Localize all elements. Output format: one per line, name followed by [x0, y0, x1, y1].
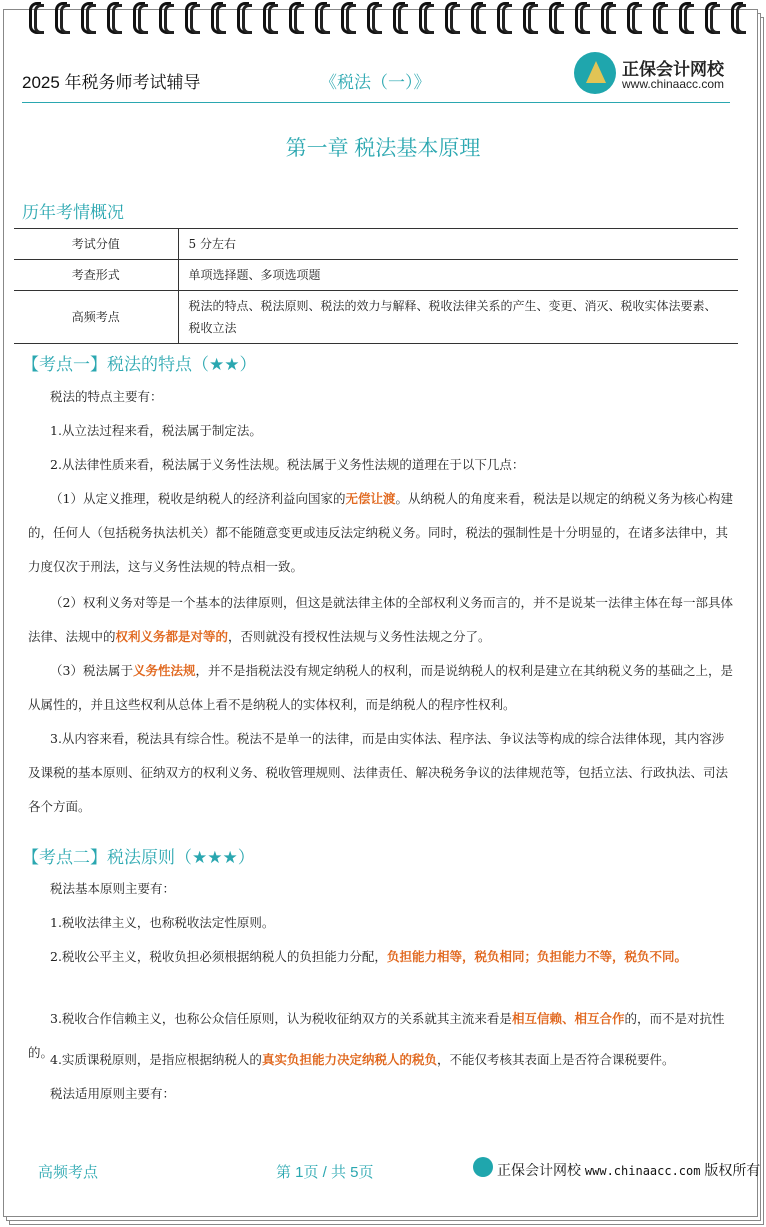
paragraph	[28, 1043, 734, 1077]
paragraph	[28, 586, 734, 654]
text: 2.税收公平主义，税收负担必须根据纳税人的负担能力分配，	[50, 949, 387, 964]
binding-ring	[286, 0, 312, 32]
paragraph: 1.从立法过程来看，税法属于制定法。	[50, 423, 262, 438]
binding-ring	[156, 0, 182, 32]
binding-ring	[702, 0, 728, 32]
paragraph	[28, 654, 734, 722]
binding-ring	[728, 0, 754, 32]
paragraph: 税法的特点主要有：	[50, 389, 163, 404]
binding-ring	[234, 0, 260, 32]
binding-ring	[104, 0, 130, 32]
header-book: 《税法（一）》	[320, 73, 431, 92]
paragraph: 3.从内容来看，税法具有综合性。税法不是单一的法律，而是由实体法、程序法、争议法等构成的综合法律体现，其内容涉及课税的基本原则、征纳双方的权利义务、税收管理规则、法律责任、解决税务争议的法律规范等，包括立法、行政执法、司法各个方面。	[28, 731, 729, 814]
text: 3.税收合作信赖主义，也称公众信任原则，认为税收征纳双方的关系就其主流来看是	[50, 1011, 512, 1026]
paragraph: 1.税收法律主义，也称税收法定性原则。	[50, 915, 275, 930]
binding-ring	[260, 0, 286, 32]
footer-section: 高频考点	[38, 1164, 99, 1181]
page-number: 第 1页 / 共 5页	[276, 1164, 374, 1181]
spiral-binding	[26, 0, 754, 32]
binding-ring	[338, 0, 364, 32]
row-value: 5 分左右	[178, 229, 738, 260]
binding-ring	[650, 0, 676, 32]
text: 的，而不是对抗性的。	[28, 1011, 725, 1060]
table-row	[14, 229, 738, 260]
text: （2）权利义务对等是一个基本的法律原则，但这是就法律主体的全部权利义务而言的，并不是说某一法律主体在每一部具体法律、法规中的	[28, 595, 733, 644]
paragraph: 税法适用原则主要有：	[50, 1086, 176, 1101]
highlight: 负担能力相等，税负相同；负担能力不等，税负不同。	[386, 949, 687, 964]
table-row	[14, 291, 738, 344]
paragraph	[28, 940, 734, 974]
row-value: 税法的特点、税法原则、税法的效力与解释、税收法律关系的产生、变更、消灭、税收实体法要素、税收立法	[178, 291, 738, 344]
binding-ring	[546, 0, 572, 32]
logo-name: 正保会计网校	[622, 60, 724, 79]
text: ，并不是指税法没有规定纳税人的权利，而是说纳税人的权利是建立在其纳税义务的基础之上，是从属性的，并且这些权利从总体上看不是纳税人的实体权利，而是纳税人的程序性权利。	[28, 663, 733, 712]
binding-ring	[52, 0, 78, 32]
text: （3）税法属于	[50, 663, 133, 678]
highlight: 权利义务都是对等的	[115, 629, 229, 644]
binding-ring	[390, 0, 416, 32]
section-heading: 历年考情概况	[22, 203, 124, 222]
overview-table	[14, 228, 738, 344]
text: 。从纳税人的角度来看，税法是以规定的纳税义务为核心构建的，任何人（包括税务执法机关）都不能随意变更或违反法定纳税义务。同时，税法的强制性是十分明显的，在诸多法律中，其力度仅次于刑法，这与义务性法规的特点相一致。	[28, 491, 733, 574]
highlight: 无偿让渡	[345, 491, 396, 506]
paragraph	[28, 482, 734, 584]
paragraph: 税法基本原则主要有：	[50, 881, 176, 896]
binding-ring	[572, 0, 598, 32]
binding-ring	[130, 0, 156, 32]
highlight: 义务性法规	[132, 663, 196, 678]
text: ，不能仅考核其表面上是否符合课税要件。	[436, 1052, 675, 1067]
footer-logo-icon	[473, 1157, 493, 1177]
kp2-heading: 【考点二】税法原则（★★★）	[22, 848, 255, 867]
footer-brand	[497, 1160, 760, 1180]
binding-ring	[208, 0, 234, 32]
kp1-heading: 【考点一】税法的特点（★★）	[22, 355, 257, 374]
binding-ring	[364, 0, 390, 32]
row-value: 单项选择题、多项选项题	[178, 260, 738, 291]
binding-ring	[26, 0, 52, 32]
binding-ring	[78, 0, 104, 32]
binding-ring	[520, 0, 546, 32]
url: www.chinaacc.com	[584, 1164, 701, 1178]
binding-ring	[182, 0, 208, 32]
text: 4.实质课税原则，是指应根据纳税人的	[50, 1052, 262, 1067]
row-key: 高频考点	[14, 291, 178, 344]
binding-ring	[676, 0, 702, 32]
binding-ring	[416, 0, 442, 32]
highlight: 相互信赖、相互合作	[511, 1011, 625, 1026]
row-key: 考试分值	[14, 229, 178, 260]
logo-url: www.chinaacc.com	[622, 77, 725, 91]
rights: 版权所有	[704, 1162, 761, 1178]
binding-ring	[442, 0, 468, 32]
text: （1）从定义推理，税收是纳税人的经济利益向国家的	[50, 491, 346, 506]
binding-ring	[494, 0, 520, 32]
text: ，否则就没有授权性法规与义务性法规之分了。	[228, 629, 491, 644]
header-course: 2025 年税务师考试辅导	[22, 73, 201, 92]
binding-ring	[624, 0, 650, 32]
paragraph: 2.从法律性质来看，税法属于义务性法规。税法属于义务性法规的道理在于以下几点：	[50, 457, 525, 472]
brand: 正保会计网校	[497, 1162, 581, 1178]
logo-icon	[574, 52, 616, 94]
table-row	[14, 260, 738, 291]
chapter-title: 第一章 税法基本原理	[285, 137, 481, 160]
highlight: 真实负担能力决定纳税人的税负	[261, 1052, 437, 1067]
binding-ring	[312, 0, 338, 32]
header-divider	[22, 102, 730, 103]
row-key: 考查形式	[14, 260, 178, 291]
binding-ring	[468, 0, 494, 32]
binding-ring	[598, 0, 624, 32]
